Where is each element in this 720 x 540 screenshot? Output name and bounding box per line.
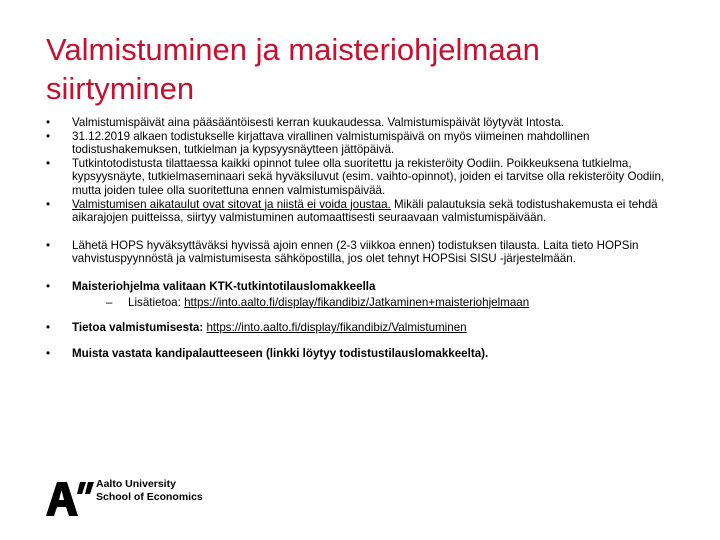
logo-line-school: School of Economics bbox=[96, 491, 203, 503]
bullet-text: 31.12.2019 alkaen todistukselle kirjattava virallinen valmistumispäivä on myös viimeinen mahdollinen todistushakemuksen, tutkielman ja kypsyysnäytteen jättöpäivä. bbox=[72, 129, 590, 157]
bullet-item-masters-program bbox=[46, 280, 686, 309]
bullet-text: Valmistumispäivät aina pääsääntöisesti kerran kuukaudessa. Valmistumispäivät löytyvät Intosta. bbox=[72, 116, 564, 129]
bullet-list bbox=[46, 116, 686, 360]
bullet-item-schedule bbox=[46, 198, 686, 225]
bullet-text: Tutkintotodistusta tilattaessa kaikki opinnot tulee olla suoritettu ja rekisteröity Oodiin. Poikkeuksena tutkielma, kypsyysnäyte, tutkielmaseminaari sekä hyväksiluvut (esim. vaihto-opinnot), joiden ei tarvitse olla rekisteröity Oodiin, mutta joiden tulee olla suoritettuna ennen valmistumispäivää. bbox=[72, 156, 665, 197]
bullet-text: Maisteriohjelma valitaan KTK-tutkintotilauslomakkeella bbox=[72, 279, 376, 293]
aalto-logo-icon bbox=[44, 478, 94, 518]
sub-bullet-label: Lisätietoa: bbox=[128, 295, 185, 309]
sub-bullet-marker: – bbox=[106, 295, 113, 309]
bullet-item-feedback bbox=[46, 347, 686, 361]
bullet-marker: • bbox=[46, 129, 51, 143]
bullet-item-registration bbox=[46, 157, 686, 198]
bullet-item-hops bbox=[46, 239, 686, 266]
bullet-marker: • bbox=[46, 321, 51, 335]
bullet-label: Tietoa valmistumisesta: bbox=[72, 321, 207, 335]
slide-title: Valmistuminen ja maisteriohjelmaan siirtyminen bbox=[46, 32, 540, 106]
bullet-marker: • bbox=[46, 116, 51, 129]
bullet-text: Lähetä HOPS hyväksyttäväksi hyvissä ajoin ennen (2-3 viikkoa ennen) todistuksen tilausta. Laita tieto HOPSin vahvistuspyynnöstä ja valmistumisesta sähköpostilla, jos olet tehnyt HOPSisi SISU -järjestelmään. bbox=[72, 238, 639, 266]
logo-line-university: Aalto University bbox=[96, 478, 176, 490]
bullet-marker: • bbox=[46, 197, 51, 211]
bullet-text: Muista vastata kandipalautteeseen (linkki löytyy todistustilauslomakkeelta). bbox=[72, 346, 489, 360]
sub-bullet-more-info bbox=[72, 296, 686, 310]
bullet-marker: • bbox=[46, 279, 51, 293]
bullet-marker: • bbox=[46, 156, 51, 170]
graduation-info-link[interactable]: https://into.aalto.fi/display/fikandibiz/Valmistuminen bbox=[206, 321, 467, 335]
logo-text bbox=[96, 478, 203, 504]
bullet-item-graduation-days bbox=[46, 116, 686, 130]
bullet-text: Mikäli palautuksia sekä todistushakemusta ei tehdä aikarajojen puitteissa, siirtyy valmistuminen automaattisesti seuraavaan valmistumispäivään. bbox=[72, 197, 658, 225]
bullet-text-underlined: Valmistumisen aikataulut ovat sitovat ja niistä ei voida joustaa. bbox=[72, 197, 391, 211]
bullet-item-deadline bbox=[46, 130, 686, 157]
bullet-marker: • bbox=[46, 238, 51, 252]
bullet-marker: • bbox=[46, 346, 51, 360]
masters-info-link[interactable]: https://into.aalto.fi/display/fikandibiz/Jatkaminen+maisteriohjelmaan bbox=[184, 295, 530, 309]
bullet-item-graduation-info bbox=[46, 321, 686, 335]
